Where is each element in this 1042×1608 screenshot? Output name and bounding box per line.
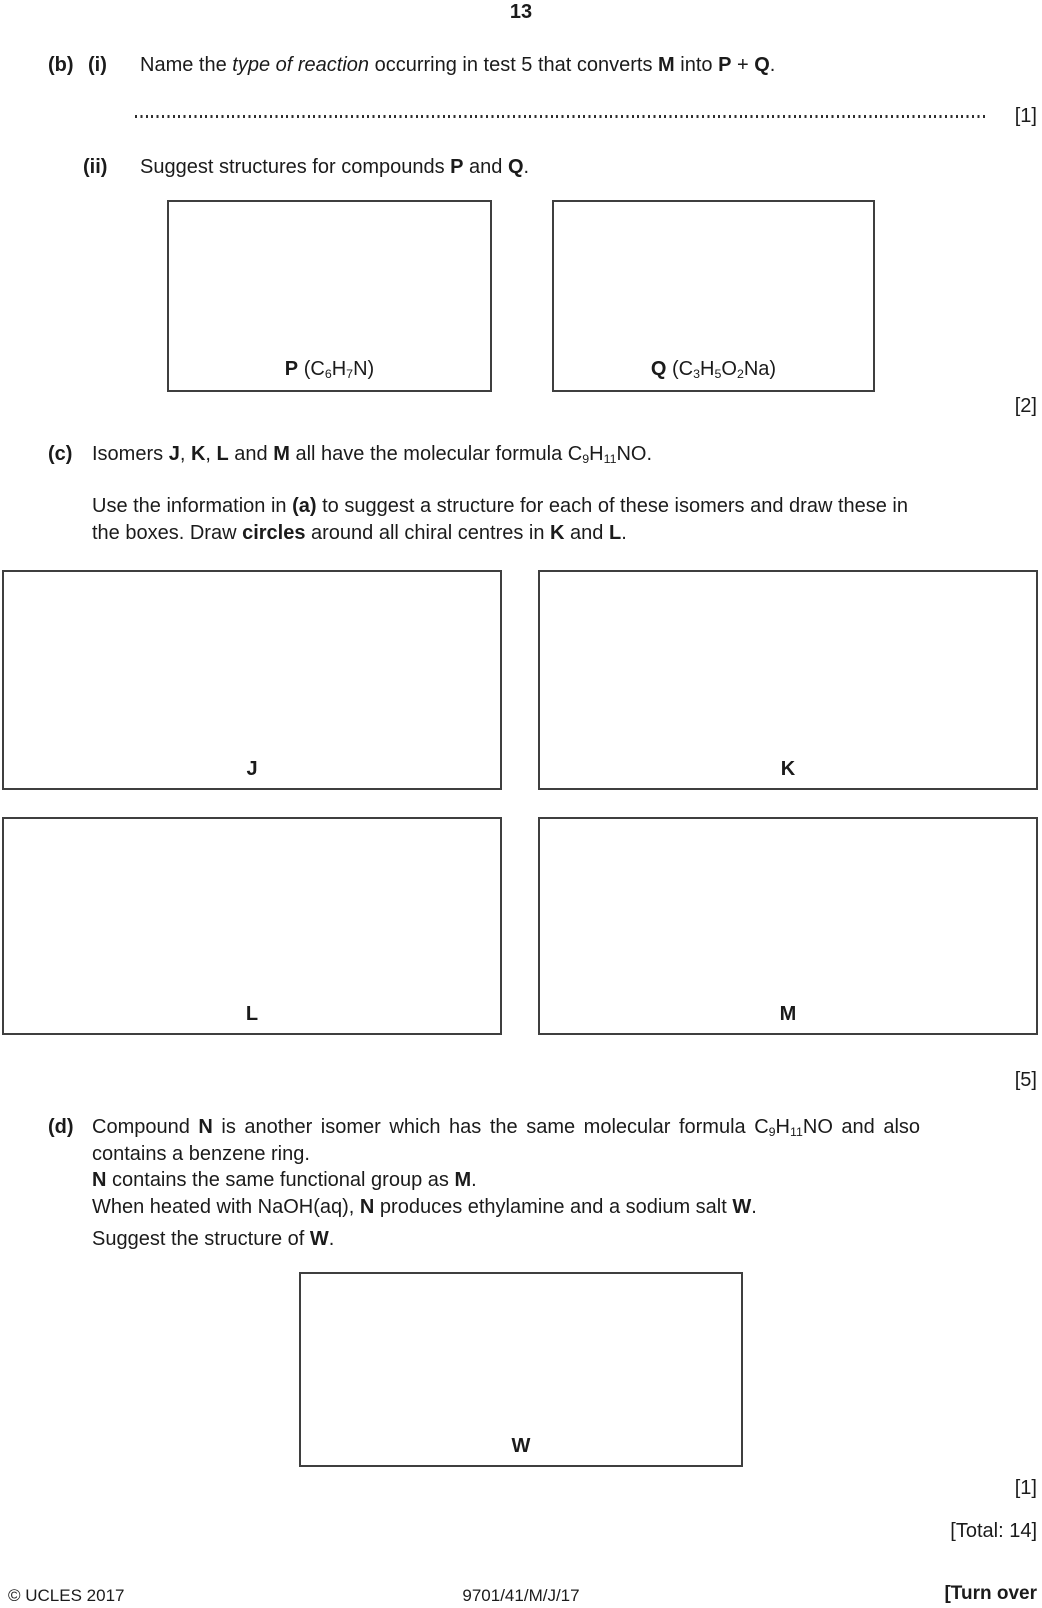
question-c-instruction-line2: the boxes. Draw circles around all chiral centres in K and L.: [92, 522, 627, 544]
mark-b-ii: [2]: [1014, 395, 1037, 417]
answer-box-k[interactable]: [538, 570, 1038, 790]
mark-d: [1]: [1014, 1477, 1037, 1499]
mark-c: [5]: [1014, 1069, 1037, 1091]
answer-box-l[interactable]: [2, 817, 502, 1035]
page-header: [0, 0, 1042, 25]
question-d-line1: Compound N is another isomer which has the same molecular formula C9H11NO and also: [92, 1116, 921, 1139]
question-d-label: (d): [48, 1116, 74, 1138]
answer-box-k-label: K: [780, 758, 796, 780]
question-b-ii-text: Suggest structures for compounds P and Q.: [140, 156, 530, 178]
footer-turn-over: [Turn over: [944, 1583, 1037, 1604]
question-b-ii-label: (ii): [83, 156, 108, 178]
answer-box-q-label: Q (C3H5O2Na): [650, 358, 777, 381]
question-c-intro: Isomers J, K, L and M all have the molecular formula C9H11NO.: [92, 443, 653, 466]
answer-box-q[interactable]: [552, 200, 875, 392]
page-number: 13: [509, 1, 533, 23]
question-d-line5: Suggest the structure of W.: [92, 1228, 335, 1250]
answer-box-j-label: J: [246, 758, 258, 780]
answer-box-m-label: M: [779, 1003, 797, 1025]
total-mark: [Total: 14]: [950, 1520, 1037, 1542]
question-d-line4: When heated with NaOH(aq), N produces ethylamine and a sodium salt W.: [92, 1196, 757, 1218]
answer-line-b-i[interactable]: [135, 115, 985, 118]
question-b-i-label: (i): [88, 54, 107, 76]
answer-box-m[interactable]: [538, 817, 1038, 1035]
answer-box-j[interactable]: [2, 570, 502, 790]
question-d-line2: contains a benzene ring.: [92, 1143, 310, 1165]
answer-box-p[interactable]: [167, 200, 492, 392]
question-b-i-text: Name the type of reaction occurring in test 5 that converts M into P + Q.: [140, 54, 776, 76]
footer-paper-code: 9701/41/M/J/17: [462, 1586, 580, 1605]
mark-b-i: [1]: [1014, 105, 1037, 127]
question-c-label: (c): [48, 443, 73, 465]
question-d-line3: N contains the same functional group as M.: [92, 1169, 477, 1191]
answer-box-w-label: W: [511, 1435, 531, 1457]
answer-box-l-label: L: [245, 1003, 259, 1025]
footer-copyright: © UCLES 2017: [8, 1586, 125, 1605]
answer-box-p-label: P (C6H7N): [284, 358, 375, 381]
question-b-label: (b): [48, 54, 74, 76]
question-c-instruction-line1: Use the information in (a) to suggest a structure for each of these isomers and draw these in: [92, 495, 908, 517]
answer-box-w[interactable]: [299, 1272, 743, 1467]
